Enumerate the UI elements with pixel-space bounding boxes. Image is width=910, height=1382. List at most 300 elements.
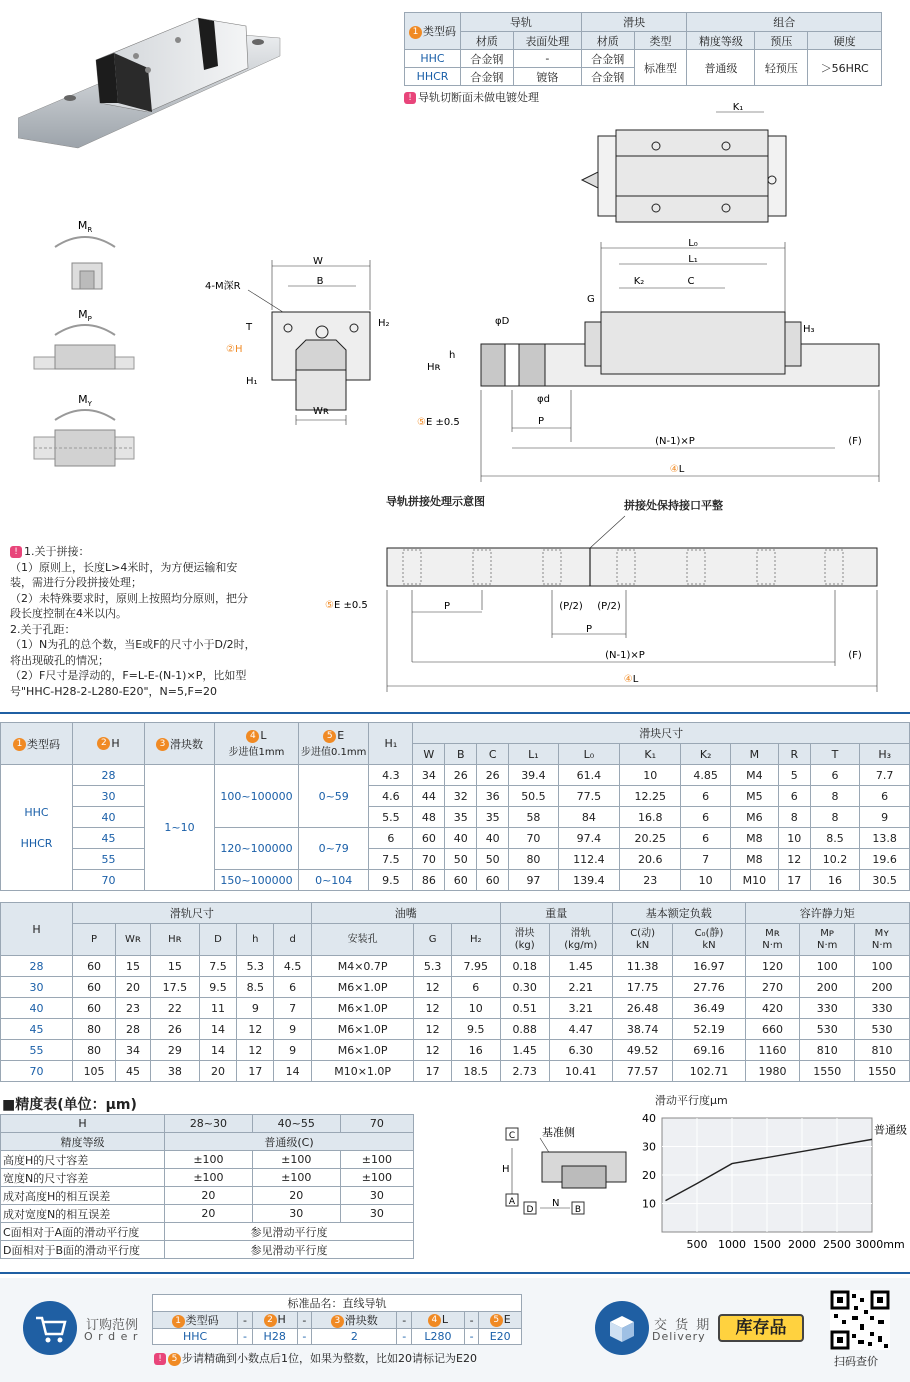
order-field: H xyxy=(277,1313,286,1327)
delivery-label-en: Delivery xyxy=(652,1330,706,1343)
table-cell: 38 xyxy=(150,1061,199,1082)
table-cell: 84 xyxy=(558,807,619,828)
table-cell: 5.5 xyxy=(369,807,413,828)
t2-load-header: 基本额定负载 xyxy=(612,903,745,924)
table-cell: 26 xyxy=(150,1019,199,1040)
table-cell: 60 xyxy=(445,870,477,891)
table-cell: 35 xyxy=(477,807,509,828)
t1-e-range: 0~104 xyxy=(299,870,369,891)
table-cell: 1550 xyxy=(800,1061,855,1082)
table-cell: 40 xyxy=(73,807,145,828)
prec-cell: ±100 xyxy=(165,1169,253,1187)
ref-c: C xyxy=(508,1131,516,1141)
table-cell: 660 xyxy=(745,1019,800,1040)
table-row xyxy=(1,1151,414,1169)
table-cell: 7.95 xyxy=(451,956,500,977)
table-cell: 11.38 xyxy=(612,956,673,977)
spec-cell: 合金钢 xyxy=(461,50,514,68)
t2-col-header: 滑轨 (kg/m) xyxy=(549,924,612,956)
table-row xyxy=(1,807,910,828)
chart-x-tick: 1000 xyxy=(718,1238,746,1251)
note-line: 1.关于拼接： xyxy=(24,545,90,558)
note-line: 将出现破孔的情况； xyxy=(10,653,109,667)
prec-cell: ±100 xyxy=(252,1151,340,1169)
table-cell: 7.7 xyxy=(860,765,910,786)
prec-cell: 20 xyxy=(165,1187,253,1205)
order-value: 2 xyxy=(312,1329,397,1345)
table-cell: M5 xyxy=(730,786,778,807)
note-line: 段长度控制在4米以内。 xyxy=(10,607,127,620)
table-cell: 139.4 xyxy=(558,870,619,891)
table-cell: 70 xyxy=(509,828,559,849)
table-cell: 0.88 xyxy=(500,1019,549,1040)
spec-note-text: 导轨切断面未做电镀处理 xyxy=(418,91,539,104)
dim-l: ④L xyxy=(669,464,685,475)
spec-sub: 类型 xyxy=(634,32,687,50)
t1-blocks-header: 滑块数 xyxy=(170,737,203,751)
reference-diagram xyxy=(500,1122,640,1222)
t1-type: HHCR xyxy=(20,836,53,850)
table-cell: 8.5 xyxy=(237,977,274,998)
table-cell: 10 xyxy=(681,870,731,891)
spec-table-wrap: 1 类型码 导轨 滑块 组合 材质 表面处理 材质 类型 精度等级 预压 硬度 HHC 合金钢 - 合金钢 标准型 普通级 轻预压 ＞56HRC HHCR 合金钢 镀铬 合金钢 ! 导轨切断面未做电镀处理 xyxy=(404,12,882,105)
table-cell: 28 xyxy=(1,956,73,977)
table-cell: 6 xyxy=(681,828,731,849)
divider xyxy=(0,1272,910,1274)
prec-cell: 30 xyxy=(340,1205,413,1223)
table-cell: 0.18 xyxy=(500,956,549,977)
table-cell: 13.8 xyxy=(860,828,910,849)
table-cell: 30 xyxy=(73,786,145,807)
table-cell: 40 xyxy=(445,828,477,849)
cross-section-drawing xyxy=(200,250,400,440)
table-cell: 6.30 xyxy=(549,1040,612,1061)
ref-d: D xyxy=(526,1205,534,1215)
dim-h-small: h xyxy=(449,350,456,361)
order-note: ! 5 步请精确到小数点后1位，如果为整数，比如20请标记为E20 xyxy=(154,1350,477,1366)
spec-sub: 表面处理 xyxy=(513,32,581,50)
table-cell: 16 xyxy=(451,1040,500,1061)
t1-col-header: L₀ xyxy=(558,744,619,765)
table-cell: 6 xyxy=(860,786,910,807)
table-cell: 35 xyxy=(445,807,477,828)
ref-n: N xyxy=(552,1198,560,1209)
chart-y-tick: 30 xyxy=(642,1140,656,1154)
t1-type: HHC xyxy=(24,805,49,819)
note-line: 2.关于孔距： xyxy=(10,622,76,636)
spec-sub: 精度等级 xyxy=(687,32,755,50)
table-cell: 52.19 xyxy=(673,1019,745,1040)
table-cell: 8 xyxy=(810,807,860,828)
table-row xyxy=(1,1019,910,1040)
table-row xyxy=(1,956,910,977)
warning-icon: ! xyxy=(154,1353,166,1365)
splice-f: (F) xyxy=(848,650,862,661)
spec-cell: ＞56HRC xyxy=(808,50,882,86)
spec-sub: 材质 xyxy=(461,32,514,50)
table-cell: 38.74 xyxy=(612,1019,673,1040)
table-cell: 12 xyxy=(414,998,451,1019)
table-cell: 23 xyxy=(116,998,151,1019)
spec-cell: 合金钢 xyxy=(461,68,514,86)
t2-oil-header: 油嘴 xyxy=(311,903,500,924)
table-cell: 100 xyxy=(855,956,910,977)
notes-block xyxy=(10,544,310,699)
t1-l-step: 步进值1mm xyxy=(228,746,285,758)
table-row xyxy=(1,998,910,1019)
spec-type-header: 类型码 xyxy=(423,25,456,38)
table-row xyxy=(1,1061,910,1082)
table-cell: 97.4 xyxy=(558,828,619,849)
table-cell: 330 xyxy=(855,998,910,1019)
table-cell: 58 xyxy=(509,807,559,828)
table-cell: 80 xyxy=(509,849,559,870)
table-cell: 36 xyxy=(477,786,509,807)
prec-cell: 成对高度H的相互误差 xyxy=(1,1187,165,1205)
t1-blocks: 1~10 xyxy=(145,765,215,891)
table-cell: 55 xyxy=(73,849,145,870)
table-cell: 77.5 xyxy=(558,786,619,807)
chart-x-tick: 500 xyxy=(686,1238,708,1251)
chart-y-tick: 40 xyxy=(642,1112,656,1125)
table-cell: 28 xyxy=(116,1019,151,1040)
t2-col-header: C₀(静) kN xyxy=(673,924,745,956)
table-cell: 7 xyxy=(681,849,731,870)
t1-col-header: H₃ xyxy=(860,744,910,765)
spec-cell: 普通级 xyxy=(687,50,755,86)
table-cell: M6×1.0P xyxy=(311,998,414,1019)
spec-sub: 硬度 xyxy=(808,32,882,50)
table-cell: 60 xyxy=(73,998,116,1019)
table-cell: 6 xyxy=(274,977,311,998)
spec-sub: 预压 xyxy=(755,32,808,50)
table-cell: 60 xyxy=(73,977,116,998)
dim-h3: H₃ xyxy=(803,324,815,335)
delivery-label-cn: 交 货 期 xyxy=(654,1318,712,1333)
table-row xyxy=(1,765,910,786)
order-label-cn: 订购范例 xyxy=(86,1318,139,1333)
table-cell: 39.4 xyxy=(509,765,559,786)
t1-col-header: L₁ xyxy=(509,744,559,765)
splice-l: ④L xyxy=(623,674,639,685)
note-line: （2）未特殊要求时，原则上按照均分原则，把分 xyxy=(10,591,248,605)
mp-label: $M_P$ xyxy=(78,308,92,323)
table-cell: 5.3 xyxy=(414,956,451,977)
table-cell: 11 xyxy=(199,998,236,1019)
table-cell: 0.51 xyxy=(500,998,549,1019)
prec-cell: ±100 xyxy=(252,1169,340,1187)
table-cell: 100 xyxy=(800,956,855,977)
order-std-name: 标准品名：直线导轨 xyxy=(153,1295,522,1312)
dim-k1: K₁ xyxy=(732,102,744,113)
table-cell: 1160 xyxy=(745,1040,800,1061)
dim-b: B xyxy=(316,276,324,287)
prec-cell: 高度H的尺寸容差 xyxy=(1,1151,165,1169)
ref-label: 基准侧 xyxy=(542,1126,575,1139)
table-cell: M6×1.0P xyxy=(311,1019,414,1040)
ref-a: A xyxy=(508,1197,516,1207)
table-cell: M8 xyxy=(730,849,778,870)
table-cell: 14 xyxy=(199,1040,236,1061)
table-cell: 1.45 xyxy=(549,956,612,977)
table-cell: 80 xyxy=(73,1040,116,1061)
table-cell: 200 xyxy=(800,977,855,998)
table-cell: 17.5 xyxy=(150,977,199,998)
order-field: 滑块数 xyxy=(344,1314,378,1327)
t1-l-range: 100~100000 xyxy=(215,765,299,828)
table-cell: 10 xyxy=(620,765,681,786)
dim-l0: L₀ xyxy=(688,238,698,249)
chart-x-tick: 2500 xyxy=(823,1238,851,1251)
table-cell: 26 xyxy=(477,765,509,786)
table-cell: 10 xyxy=(451,998,500,1019)
prec-cell: 成对宽度N的相互误差 xyxy=(1,1205,165,1223)
table-cell: 12 xyxy=(778,849,810,870)
ref-b: B xyxy=(574,1205,582,1215)
table-cell: 9.5 xyxy=(369,870,413,891)
table-cell: 6 xyxy=(778,786,810,807)
warning-icon: ! xyxy=(10,546,22,558)
chart-series-label: 普通级 xyxy=(874,1123,907,1137)
table-cell: 55 xyxy=(1,1040,73,1061)
order-value: H28 xyxy=(252,1329,297,1345)
table-cell: 8 xyxy=(810,786,860,807)
table-cell: 12 xyxy=(414,977,451,998)
t1-col-header: K₁ xyxy=(620,744,681,765)
t2-col-header: H₂ xyxy=(451,924,500,956)
table-cell: 20.6 xyxy=(620,849,681,870)
t2-col-header: Mʏ N·m xyxy=(855,924,910,956)
spec-rail-header: 导轨 xyxy=(461,13,582,32)
table-cell: 60 xyxy=(413,828,445,849)
table-cell: 12.25 xyxy=(620,786,681,807)
table-row xyxy=(1,870,910,891)
t2-col-header: Hʀ xyxy=(150,924,199,956)
table-cell: 14 xyxy=(274,1061,311,1082)
t2-col-header: h xyxy=(237,924,274,956)
t2-col-header: C(动) kN xyxy=(612,924,673,956)
table-cell: 5 xyxy=(778,765,810,786)
table-cell: 4.47 xyxy=(549,1019,612,1040)
table-cell: 45 xyxy=(116,1061,151,1082)
stock-badge: 库存品 xyxy=(718,1314,804,1342)
t1-l-range: 150~100000 xyxy=(215,870,299,891)
table-cell: 4.85 xyxy=(681,765,731,786)
table-cell: 14 xyxy=(199,1019,236,1040)
dim-h-label: ②H xyxy=(226,344,243,355)
table-cell: 12 xyxy=(414,1019,451,1040)
t1-types xyxy=(1,765,73,891)
my-label: $M_Y$ xyxy=(78,393,92,408)
prec-cell: 参见滑动平行度 xyxy=(165,1241,414,1259)
table-cell: 48 xyxy=(413,807,445,828)
table-cell: 50.5 xyxy=(509,786,559,807)
table-cell: 10.41 xyxy=(549,1061,612,1082)
dim-w: W xyxy=(313,256,323,267)
table-cell: 12 xyxy=(237,1040,274,1061)
t1-e-step: 步进值0.1mm xyxy=(301,746,367,758)
note-line: （1）原则上，长度L>4米时，为方便运输和安 xyxy=(10,560,238,574)
table-cell: 17 xyxy=(778,870,810,891)
t1-e-header: E xyxy=(337,729,345,743)
spec-cell: 合金钢 xyxy=(581,50,634,68)
table-cell: 69.16 xyxy=(673,1040,745,1061)
table-cell: 50 xyxy=(445,849,477,870)
table-cell: 530 xyxy=(800,1019,855,1040)
table-cell: 6 xyxy=(369,828,413,849)
splice-p2a: (P/2) xyxy=(559,601,583,612)
table-cell: 18.5 xyxy=(451,1061,500,1082)
order-note-text: 步请精确到小数点后1位，如果为整数，比如20请标记为E20 xyxy=(182,1352,477,1365)
table-cell: M10×1.0P xyxy=(311,1061,414,1082)
chart-x-tick: 1500 xyxy=(753,1238,781,1251)
table-cell: 9.5 xyxy=(451,1019,500,1040)
table-cell: 200 xyxy=(855,977,910,998)
table-cell: 15 xyxy=(150,956,199,977)
t1-col-header: K₂ xyxy=(681,744,731,765)
t2-weight-header: 重量 xyxy=(500,903,612,924)
table-cell: 27.76 xyxy=(673,977,745,998)
prec-cell: 20 xyxy=(252,1187,340,1205)
t1-type-header: 类型码 xyxy=(27,737,60,751)
table-cell: 12 xyxy=(414,1040,451,1061)
prec-cell: 20 xyxy=(165,1205,253,1223)
table-cell: 1550 xyxy=(855,1061,910,1082)
t1-h1-header: H₁ xyxy=(369,723,413,765)
splice-p2: P xyxy=(585,624,593,635)
table-cell: 8.5 xyxy=(810,828,860,849)
table-cell: 112.4 xyxy=(558,849,619,870)
table-cell: 70 xyxy=(73,870,145,891)
order-field: E xyxy=(503,1313,511,1327)
table-cell: M10 xyxy=(730,870,778,891)
table-cell: 1.45 xyxy=(500,1040,549,1061)
table-cell: 2.21 xyxy=(549,977,612,998)
spec-combo-header: 组合 xyxy=(687,13,882,32)
table-cell: 60 xyxy=(73,956,116,977)
prec-cell: 宽度N的尺寸容差 xyxy=(1,1169,165,1187)
spec-cell: HHCR xyxy=(405,68,461,86)
table-cell: 34 xyxy=(116,1040,151,1061)
table-cell: 6 xyxy=(810,765,860,786)
t1-l-range: 120~100000 xyxy=(215,828,299,870)
table-cell: 105 xyxy=(73,1061,116,1082)
table-cell: 17.75 xyxy=(612,977,673,998)
prec-head: 70 xyxy=(340,1115,413,1133)
t1-h-header: H xyxy=(111,736,120,750)
table-cell: 49.52 xyxy=(612,1040,673,1061)
table-cell: 17 xyxy=(237,1061,274,1082)
table-cell: 16 xyxy=(810,870,860,891)
table-cell: 30 xyxy=(1,977,73,998)
table-cell: 6 xyxy=(681,807,731,828)
table-cell: 530 xyxy=(855,1019,910,1040)
table-row xyxy=(1,977,910,998)
splice-drawing xyxy=(325,512,885,696)
table-cell: 7 xyxy=(274,998,311,1019)
cart-icon xyxy=(22,1300,78,1356)
t2-col-header: D xyxy=(199,924,236,956)
table-cell: 77.57 xyxy=(612,1061,673,1082)
table-cell: 16.8 xyxy=(620,807,681,828)
table-cell: M6 xyxy=(730,807,778,828)
t1-col-header: C xyxy=(477,744,509,765)
dim-c: C xyxy=(687,276,695,287)
table-cell: 420 xyxy=(745,998,800,1019)
table-cell: 22 xyxy=(150,998,199,1019)
dim-f: (F) xyxy=(848,436,862,447)
divider xyxy=(0,712,910,714)
table-cell: 30.5 xyxy=(860,870,910,891)
top-view-drawing xyxy=(578,100,798,230)
parallelism-chart xyxy=(620,1106,910,1252)
order-value: E20 xyxy=(479,1329,522,1345)
t2-col-header: Mᴘ N·m xyxy=(800,924,855,956)
table-row xyxy=(1,786,910,807)
table-cell: 4.6 xyxy=(369,786,413,807)
chart-x-tick: 3000mm xyxy=(855,1238,905,1251)
dim-g: G xyxy=(587,294,595,305)
table-cell: 6 xyxy=(451,977,500,998)
table-cell: 9 xyxy=(274,1019,311,1040)
table-cell: 80 xyxy=(73,1019,116,1040)
table-cell: 9 xyxy=(237,998,274,1019)
warning-icon: ! xyxy=(404,92,416,104)
prec-cell: ±100 xyxy=(340,1169,413,1187)
t2-h-header: H xyxy=(1,903,73,956)
side-view-drawing xyxy=(415,232,895,494)
mr-label: $M_R$ xyxy=(77,219,93,234)
table-cell: 28 xyxy=(73,765,145,786)
table-cell: 40 xyxy=(477,828,509,849)
chart-y-tick: 20 xyxy=(642,1169,656,1182)
dim-hr: Hʀ xyxy=(427,362,441,373)
table-cell: 330 xyxy=(800,998,855,1019)
table-cell: 34 xyxy=(413,765,445,786)
t1-e-range: 0~59 xyxy=(299,765,369,828)
dim-p: P xyxy=(537,416,545,427)
t2-col-header: Mʀ N·m xyxy=(745,924,800,956)
spec-cell: 合金钢 xyxy=(581,68,634,86)
dim-np: (N-1)×P xyxy=(655,436,695,447)
table-cell: 61.4 xyxy=(558,765,619,786)
t2-rail-header: 滑轨尺寸 xyxy=(73,903,312,924)
precision-table xyxy=(0,1114,414,1259)
t1-col-header: B xyxy=(445,744,477,765)
qr-code-icon[interactable] xyxy=(830,1290,890,1350)
prec-head: H xyxy=(1,1115,165,1133)
table-cell: 7.5 xyxy=(369,849,413,870)
dim-t: T xyxy=(246,322,253,333)
prec-cell: ±100 xyxy=(340,1151,413,1169)
table-cell: 0.30 xyxy=(500,977,549,998)
table-cell: 4.3 xyxy=(369,765,413,786)
table-cell: 270 xyxy=(745,977,800,998)
t1-col-header: T xyxy=(810,744,860,765)
table-cell: 2.73 xyxy=(500,1061,549,1082)
note-line: 装，需进行分段拼接处理； xyxy=(10,576,142,589)
table-cell: 6 xyxy=(681,786,731,807)
table-cell: 10 xyxy=(778,828,810,849)
t2-col-header: Wʀ xyxy=(116,924,151,956)
table-cell: 50 xyxy=(477,849,509,870)
chart-y-tick: 10 xyxy=(642,1197,656,1211)
table-cell: 17 xyxy=(414,1061,451,1082)
table-cell: 45 xyxy=(73,828,145,849)
spec-sub: 材质 xyxy=(581,32,634,50)
order-value: L280 xyxy=(412,1329,465,1345)
table-cell: 70 xyxy=(1,1061,73,1082)
